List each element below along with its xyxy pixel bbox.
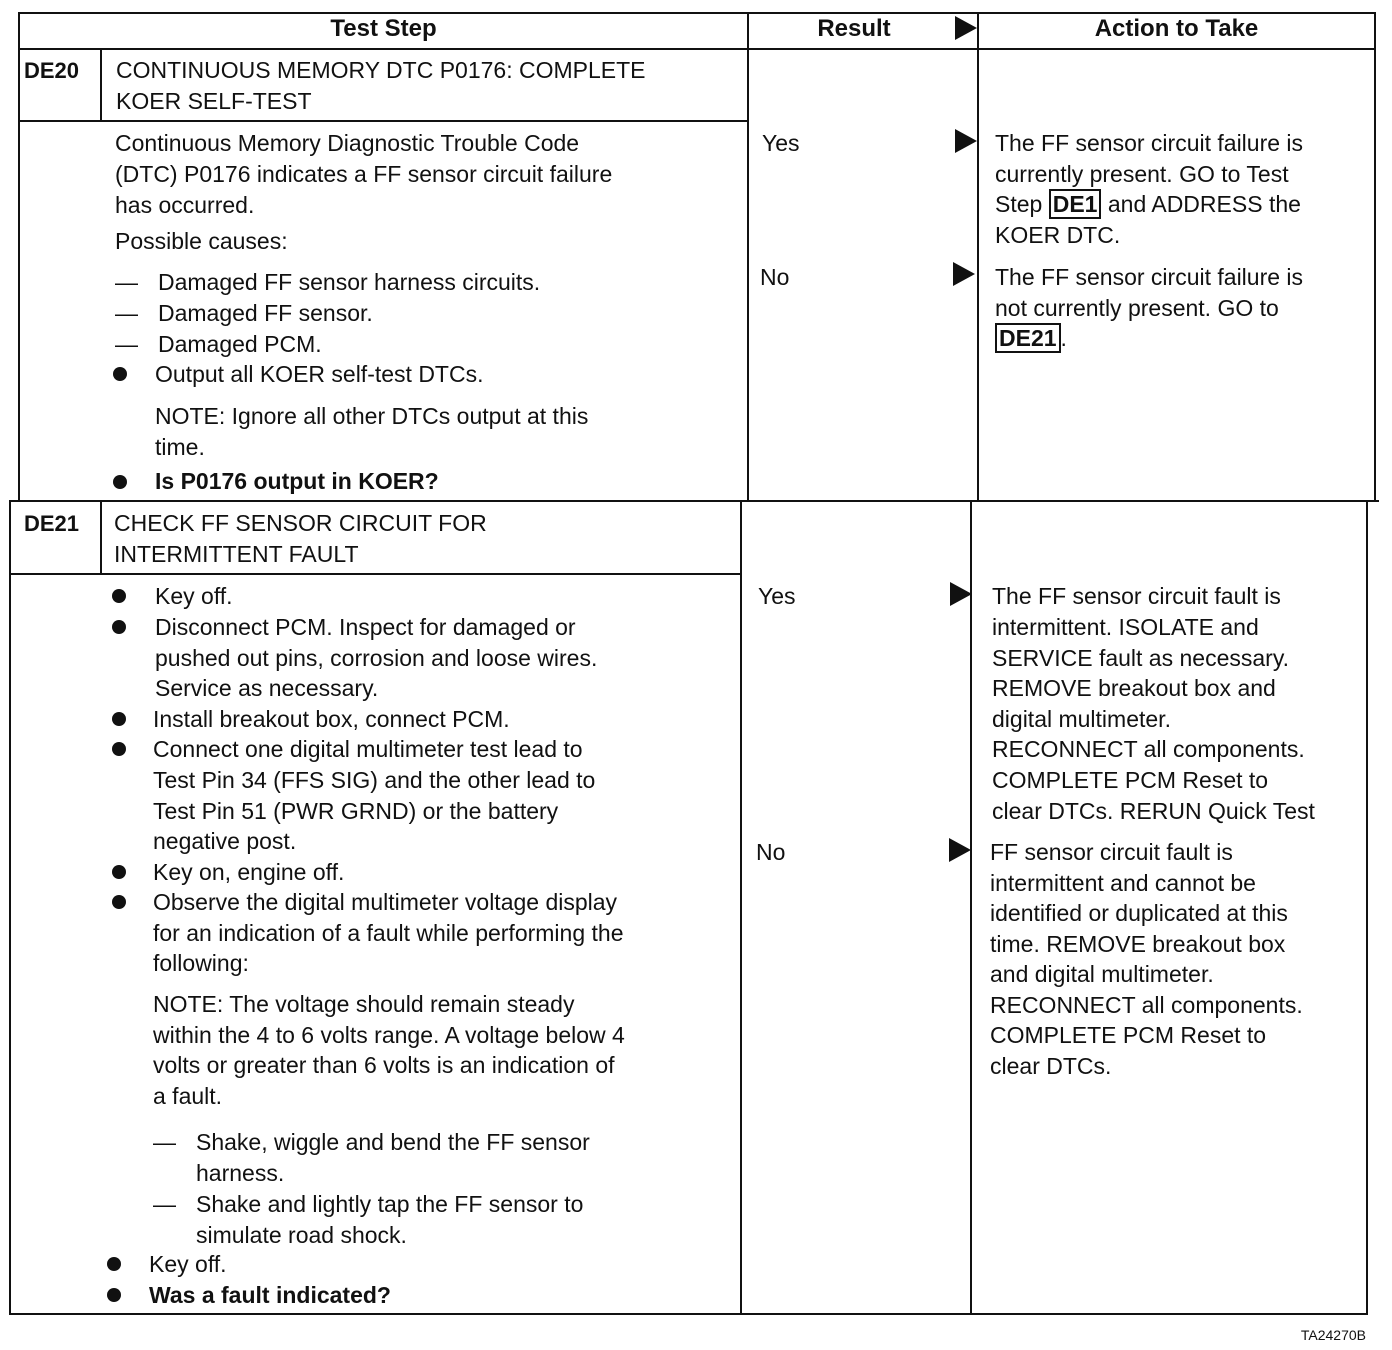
row-divider xyxy=(9,500,1379,502)
de21-note-line-2: within the 4 to 6 volts range. A voltage below 4 xyxy=(153,1022,625,1048)
de20-intro-line-1: Continuous Memory Diagnostic Trouble Code xyxy=(115,130,580,156)
left-border-upper xyxy=(18,12,20,500)
de20-title-underline xyxy=(18,120,749,122)
de21-no-action-line-2: intermittent and cannot be xyxy=(990,870,1256,896)
de21-yes-action-line-2: intermittent. ISOLATE and xyxy=(992,614,1259,640)
de20-cause-2: Damaged FF sensor. xyxy=(158,300,373,326)
de21-step-1: Key off. xyxy=(155,583,233,609)
bullet-icon xyxy=(112,742,126,756)
de20-title-line-2: KOER SELF-TEST xyxy=(116,88,312,114)
de21-no-action-line-5: and digital multimeter. xyxy=(990,961,1214,987)
de21-result-no: No xyxy=(756,839,786,865)
de21-no-action-line-8: clear DTCs. xyxy=(990,1053,1112,1079)
bullet-icon xyxy=(113,475,127,489)
de21-yes-action-line-8: clear DTCs. RERUN Quick Test xyxy=(992,798,1315,824)
de20-question: Is P0176 output in KOER? xyxy=(155,468,439,494)
de21-substep-2-line-2: simulate road shock. xyxy=(196,1222,407,1248)
step-reference-de21[interactable]: DE21 xyxy=(995,323,1061,353)
right-border-upper xyxy=(1374,12,1376,500)
de21-substep-1-line-2: harness. xyxy=(196,1160,285,1186)
de21-no-action-line-6: RECONNECT all components. xyxy=(990,992,1303,1018)
de20-no-action-line-1: The FF sensor circuit failure is xyxy=(995,264,1304,290)
de21-title-line-2: INTERMITTENT FAULT xyxy=(114,541,359,567)
de21-step-id: DE21 xyxy=(24,511,80,536)
de21-no-action-line-1: FF sensor circuit fault is xyxy=(990,839,1233,865)
de21-step-4-line-1: Connect one digital multimeter test lead to xyxy=(153,736,583,762)
bullet-icon xyxy=(112,712,126,726)
de20-yes-action-post: and ADDRESS the xyxy=(1107,191,1301,217)
right-border-lower xyxy=(1366,500,1368,1315)
de20-yes-action-line-2: currently present. GO to Test xyxy=(995,161,1289,187)
de21-step-5: Key on, engine off. xyxy=(153,859,345,885)
de20-step-id: DE20 xyxy=(24,58,80,83)
de21-step-6-line-2: for an indication of a fault while performing the xyxy=(153,920,624,946)
de20-no-action-line-3 xyxy=(995,323,1067,354)
no-arrow-icon xyxy=(949,838,971,862)
bullet-icon xyxy=(112,589,126,603)
de21-question: Was a fault indicated? xyxy=(149,1282,391,1308)
dash-icon: — xyxy=(115,269,138,295)
no-arrow-icon xyxy=(953,262,975,286)
header-action: Action to Take xyxy=(1094,15,1259,42)
de21-yes-action-line-6: RECONNECT all components. xyxy=(992,736,1305,762)
bullet-icon xyxy=(113,367,127,381)
bullet-icon xyxy=(107,1288,121,1302)
de20-id-divider xyxy=(100,48,102,121)
de20-title-line-1: CONTINUOUS MEMORY DTC P0176: COMPLETE xyxy=(116,57,646,83)
de20-yes-action-line-3 xyxy=(995,189,1301,220)
de20-no-action-post: . xyxy=(1060,325,1067,351)
de21-step-2-line-2: pushed out pins, corrosion and loose wires. xyxy=(155,645,598,671)
de21-note-line-1: NOTE: The voltage should remain steady xyxy=(153,991,575,1017)
result-arrow-icon xyxy=(955,16,977,40)
de21-step-6-line-3: following: xyxy=(153,950,249,976)
de21-no-action-line-4: time. REMOVE breakout box xyxy=(990,931,1286,957)
de21-step-4-line-4: negative post. xyxy=(153,828,297,854)
de20-cause-1: Damaged FF sensor harness circuits. xyxy=(158,269,541,295)
de21-step-4-line-3: Test Pin 51 (PWR GRND) or the battery xyxy=(153,798,559,824)
header-divider xyxy=(18,48,1376,50)
de20-cause-3: Damaged PCM. xyxy=(158,331,322,357)
de20-causes-label: Possible causes: xyxy=(115,228,288,254)
de20-yes-action-line-4: KOER DTC. xyxy=(995,222,1121,248)
de20-note-line-2: time. xyxy=(155,434,205,460)
de20-result-yes: Yes xyxy=(762,130,800,156)
de21-note-line-3: volts or greater than 6 volts is an indication of xyxy=(153,1052,615,1078)
result-divider-upper xyxy=(747,12,749,500)
de21-result-yes: Yes xyxy=(758,583,796,609)
header-result: Result xyxy=(817,15,891,42)
step-reference-de1[interactable]: DE1 xyxy=(1049,189,1102,219)
de20-no-action-line-2: not currently present. GO to xyxy=(995,295,1279,321)
de21-id-divider xyxy=(100,500,102,574)
de20-step-output-dtcs: Output all KOER self-test DTCs. xyxy=(155,361,484,387)
left-border-lower xyxy=(9,500,11,1315)
de21-no-action-line-7: COMPLETE PCM Reset to xyxy=(990,1022,1267,1048)
de20-intro-line-2: (DTC) P0176 indicates a FF sensor circuit failure xyxy=(115,161,613,187)
de21-yes-action-line-4: REMOVE breakout box and xyxy=(992,675,1276,701)
de21-step-6-line-1: Observe the digital multimeter voltage display xyxy=(153,889,618,915)
action-divider-lower xyxy=(970,500,972,1315)
de21-substep-2-line-1: Shake and lightly tap the FF sensor to xyxy=(196,1191,584,1217)
de21-no-action-line-3: identified or duplicated at this xyxy=(990,900,1288,926)
de20-result-no: No xyxy=(760,264,790,290)
de21-yes-action-line-1: The FF sensor circuit fault is xyxy=(992,583,1281,609)
dash-icon: — xyxy=(115,300,138,326)
bullet-icon xyxy=(112,865,126,879)
result-divider-lower xyxy=(740,500,742,1315)
table-bottom-border xyxy=(9,1313,1368,1315)
dash-icon: — xyxy=(153,1191,176,1217)
de21-note-line-4: a fault. xyxy=(153,1083,223,1109)
de20-note-line-1: NOTE: Ignore all other DTCs output at this xyxy=(155,403,589,429)
de21-yes-action-line-7: COMPLETE PCM Reset to xyxy=(992,767,1269,793)
de21-step-2-line-3: Service as necessary. xyxy=(155,675,379,701)
dash-icon: — xyxy=(153,1129,176,1155)
de21-yes-action-line-5: digital multimeter. xyxy=(992,706,1171,732)
de20-yes-action-pre: Step xyxy=(995,191,1043,217)
de21-step-2-line-1: Disconnect PCM. Inspect for damaged or xyxy=(155,614,576,640)
de20-yes-action-line-1: The FF sensor circuit failure is xyxy=(995,130,1304,156)
de21-title-underline xyxy=(9,573,742,575)
dash-icon: — xyxy=(115,331,138,357)
de21-yes-action-line-3: SERVICE fault as necessary. xyxy=(992,645,1290,671)
de20-intro-line-3: has occurred. xyxy=(115,192,255,218)
figure-id: TA24270B xyxy=(1300,1327,1366,1343)
bullet-icon xyxy=(112,895,126,909)
action-divider-upper xyxy=(977,12,979,500)
de21-final-step: Key off. xyxy=(149,1251,227,1277)
de21-substep-1-line-1: Shake, wiggle and bend the FF sensor xyxy=(196,1129,590,1155)
de21-step-3: Install breakout box, connect PCM. xyxy=(153,706,510,732)
de21-title-line-1: CHECK FF SENSOR CIRCUIT FOR xyxy=(114,510,487,536)
yes-arrow-icon xyxy=(950,582,972,606)
yes-arrow-icon xyxy=(955,129,977,153)
bullet-icon xyxy=(112,620,126,634)
header-test-step: Test Step xyxy=(330,15,437,42)
de21-step-4-line-2: Test Pin 34 (FFS SIG) and the other lead to xyxy=(153,767,596,793)
bullet-icon xyxy=(107,1257,121,1271)
